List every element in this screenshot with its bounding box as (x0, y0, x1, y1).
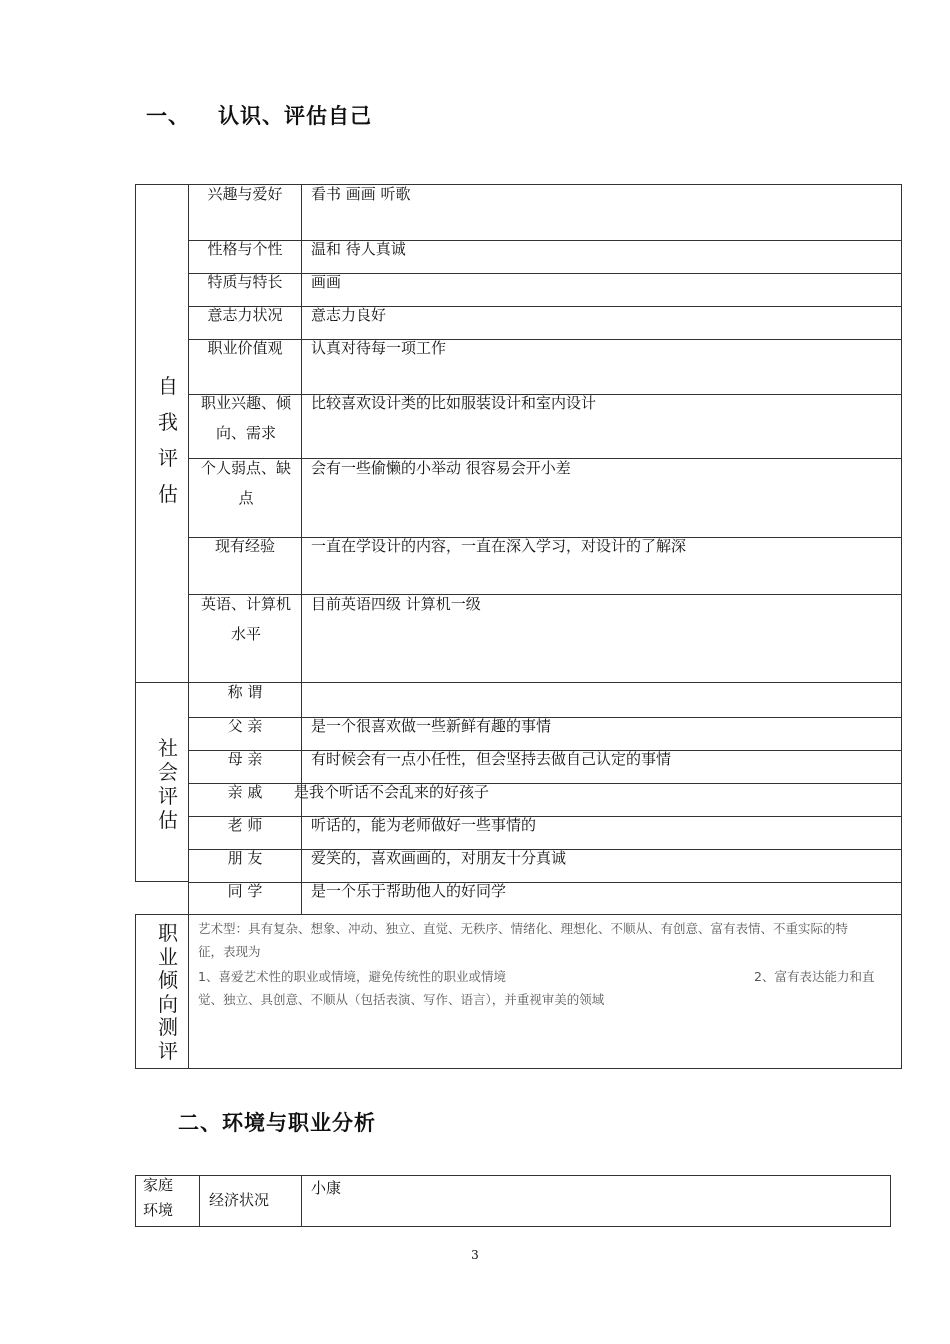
social-eval-group-label: 社 会 评 估 (158, 736, 178, 832)
row-value: 画画 (311, 273, 342, 291)
row-label: 特质与特长 (207, 273, 283, 291)
relation-value: 听话的，能为老师做好一些事情的 (311, 816, 537, 834)
economic-status-label: 经济状况 (209, 1191, 270, 1209)
environment-group-label: 家庭 环境 (143, 1176, 174, 1219)
relation-label: 母 亲 (227, 750, 263, 768)
section-1-title: 认识、评估自己 (218, 104, 372, 128)
relation-value: 是一个乐于帮助他人的好同学 (311, 882, 507, 900)
relation-label: 父 亲 (227, 717, 263, 735)
row-value: 会有一些偷懒的小举动 很容易会开小差 (311, 459, 571, 477)
row-label: 职业价值观 (207, 339, 283, 357)
relation-value: 是我个听话不会乱来的好孩子 (294, 783, 490, 801)
row-label: 职业兴趣、倾向、需求 (200, 394, 291, 442)
relation-label: 朋 友 (227, 849, 263, 867)
career-test-line: 艺术型：具有复杂、想象、冲动、独立、直觉、无秩序、情绪化、理想化、不顺从、有创意、富有表情、不重实际的特 (198, 921, 849, 936)
row-value: 认真对待每一项工作 (311, 339, 447, 357)
row-value: 温和 待人真诚 (311, 240, 406, 258)
page-number: 3 (471, 1248, 479, 1262)
self-eval-group-label: 自 我 评 估 (158, 374, 178, 506)
row-label: 现有经验 (214, 537, 275, 555)
career-test-line: 觉、独立、具创意、不顺从（包括表演、写作、语言），并重视审美的领域 (198, 992, 605, 1007)
row-label: 个人弱点、缺点 (200, 459, 291, 507)
section-1-heading (146, 100, 372, 130)
relation-value: 是一个很喜欢做一些新鲜有趣的事情 (311, 717, 552, 735)
row-value: 意志力良好 (311, 306, 387, 324)
row-label: 英语、计算机水平 (200, 595, 291, 643)
row-value: 比较喜欢设计类的比如服装设计和室内设计 (311, 394, 597, 412)
row-label: 性格与个性 (207, 240, 283, 258)
career-test-line: 2、富有表达能力和直 (754, 969, 875, 984)
relation-label: 老 师 (227, 816, 263, 834)
relation-value: 爱笑的，喜欢画画的，对朋友十分真诚 (311, 849, 567, 867)
career-test-group-label: 职 业 倾 向 测 评 (158, 921, 178, 1063)
relation-label: 同 学 (227, 882, 263, 900)
relation-label: 亲 戚 (227, 783, 263, 801)
section-1-number: 一、 (146, 104, 190, 128)
economic-status-value: 小康 (311, 1179, 342, 1197)
row-value: 一直在学设计的内容，一直在深入学习，对设计的了解深 (311, 537, 687, 555)
relation-label: 称 谓 (227, 683, 263, 701)
section-2-heading: 二、环境与职业分析 (178, 1111, 376, 1135)
row-label: 兴趣与爱好 (207, 185, 283, 203)
row-label: 意志力状况 (207, 306, 283, 324)
row-value: 看书 画画 听歌 (311, 185, 411, 203)
career-test-line: 征，表现为 (198, 944, 261, 959)
relation-value: 有时候会有一点小任性，但会坚持去做自己认定的事情 (311, 750, 672, 768)
career-test-line: 1、喜爱艺术性的职业或情境，避免传统性的职业或情境 (198, 969, 506, 984)
row-value: 目前英语四级 计算机一级 (311, 595, 481, 613)
